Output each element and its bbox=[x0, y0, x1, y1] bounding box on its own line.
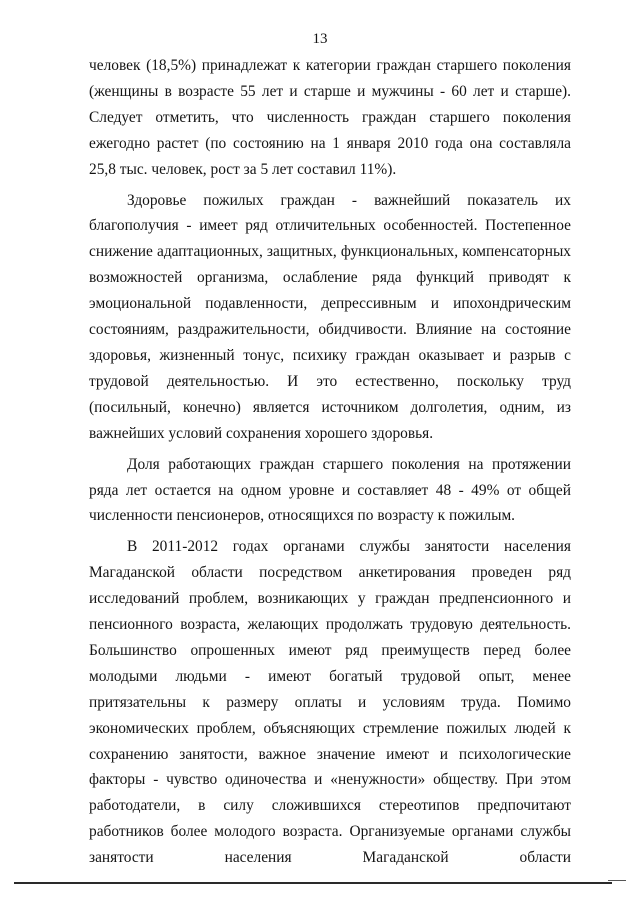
document-body bbox=[89, 53, 571, 871]
paragraph-employment-share: Доля работающих граждан старшего поколения на протяжении ряда лет остается на одном уровне и составляет 48 - 49% от общей численности пенсионеров, относящихся по возрасту к пожилым. bbox=[89, 455, 571, 525]
bottom-rule bbox=[14, 882, 612, 884]
paragraph-health: Здоровье пожилых граждан - важнейший показатель их благополучия - имеет ряд отличительных особенностей. Постепенное снижение адаптационных, защитных, функциональных, компенсаторных возможностей организма, ослабление ряда функций приводят к эмоциональной подавленности, депрессивным и ипохондрическим состояниям, раздражительности, обидчивости. Влияние на состояние здоровья, жизненный тонус, психику граждан оказывает и разрыв с трудовой деятельностью. И это естественно, поскольку труд (посильный, конечно) является источником долголетия, одним, из важнейших условий сохранения хорошего здоровья. bbox=[89, 191, 571, 442]
page-number: 13 bbox=[312, 31, 328, 47]
paragraph-survey: В 2011-2012 годах органами службы занятости населения Магаданской области посредством анкетирования проведен ряд исследований проблем, возникающих у граждан предпенсионного и пенсионного возраста, желающих продолжать трудовую деятельность. Большинство опрошенных имеют ряд преимуществ перед более молодыми людьми - имеют богатый трудовой опыт, менее притязательны к размеру оплаты и условиям труда. Помимо экономических проблем, объясняющих стремление пожилых людей к сохранению занятости, важное значение имеют и психологические факторы - чувство одиночества и «ненужности» обществу. При этом работодатели, в силу сложившихся стереотипов предпочитают работников более молодого возраста. Организуемые органами службы занятости населения Магаданской области bbox=[89, 538, 571, 867]
bottom-rule-fragment bbox=[608, 880, 626, 881]
paragraph-continuation: человек (18,5%) принадлежат к категории граждан старшего поколения (женщины в возрасте 55 лет и старше и мужчины - 60 лет и старше). Следует отметить, что численность граждан старшего поколения ежегодно растет (по состоянию на 1 января 2010 года она составляла 25,8 тыс. человек, рост за 5 лет составил 11%). bbox=[89, 57, 571, 178]
